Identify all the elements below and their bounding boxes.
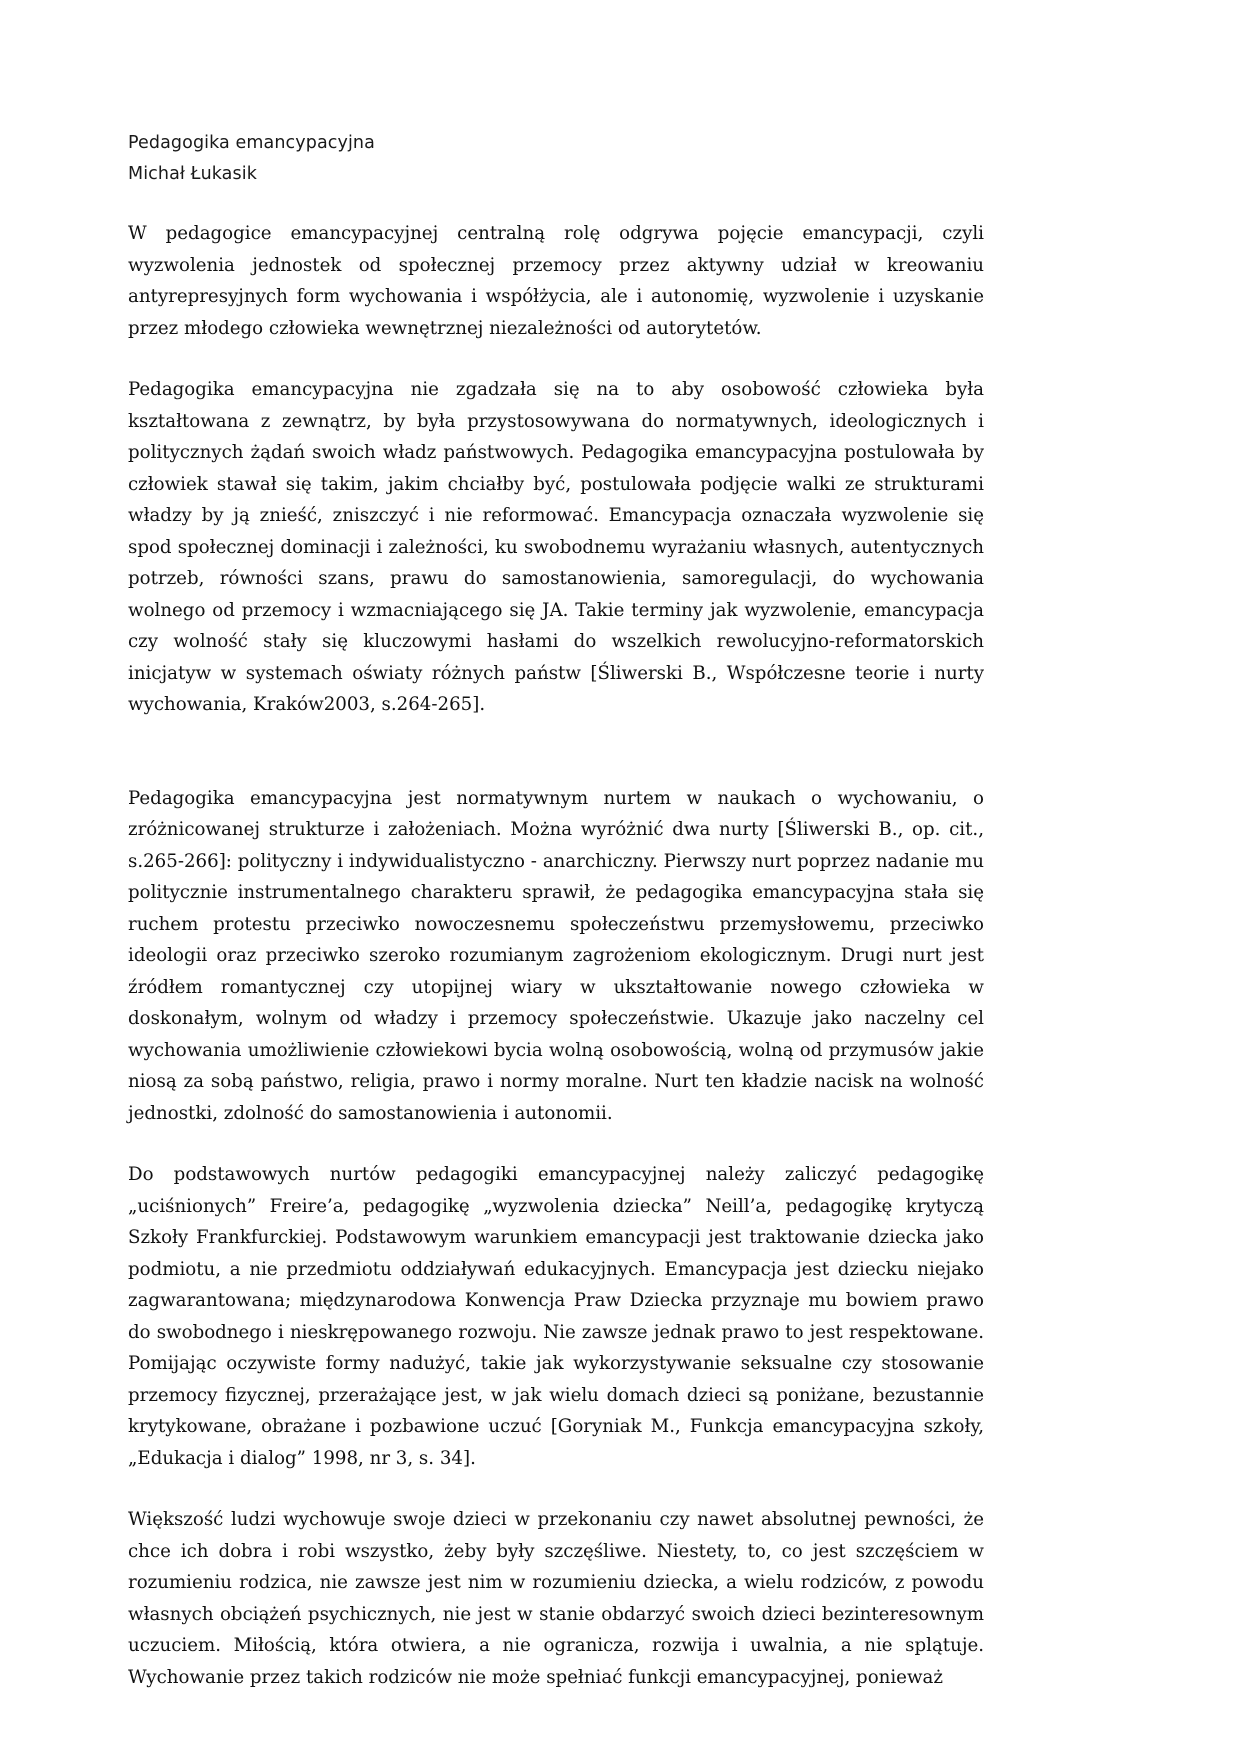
spacer bbox=[128, 1129, 984, 1159]
document-author: Michał Łukasik bbox=[128, 164, 257, 184]
paragraph-5: Większość ludzi wychowuje swoje dzieci w przekonaniu czy nawet absolutnej pewności, że chce ich dobra i robi wszystko, żeby były szczęśliwe. Niestety, to, co jest szczęściem w rozumieniu rodzica, nie zawsze jest nim w rozumieniu dziecka, a wielu rodziców, z powodu własnych obciążeń psychicznych, nie jest w stanie obdarzyć swoich dzieci bezinteresownym uczuciem. Miłością, która otwiera, a nie ogranicza, rozwija i uwalnia, a nie splątuje. Wychowanie przez takich rodziców nie może spełniać funkcji emancypacyjnej, ponieważ bbox=[128, 1509, 984, 1688]
spacer bbox=[128, 1474, 984, 1504]
paragraph-4: Do podstawowych nurtów pedagogiki emancypacyjnej należy zaliczyć pedagogikę „uciśnionych” Freire’a, pedagogikę „wyzwolenia dziecka” Neill’a, pedagogikę krytyczą Szkoły Frankfurckiej. Podstawowym warunkiem emancypacji jest traktowanie dziecka jako podmiotu, a nie przedmiotu oddziaływań edukacyjnych. Emancypacja jest dziecku niejako zagwarantowana; międzynarodowa Konwencja Praw Dziecka przyznaje mu bowiem prawo do swobodnego i nieskrępowanego rozwoju. Nie zawsze jednak prawo to jest respektowane. Pomijając oczywiste formy nadużyć, takie jak wykorzystywanie seksualne czy stosowanie przemocy fizycznej, przerażające jest, w jak wielu domach dzieci są poniżane, bezustannie krytykowane, obrażane i pozbawione uczuć [Goryniak M., Funkcja emancypacyjna szkoły, „Edukacja i dialog” 1998, nr 3, s. 34]. bbox=[128, 1164, 984, 1469]
spacer bbox=[128, 344, 984, 374]
paragraph-1: W pedagogice emancypacyjnej centralną rolę odgrywa pojęcie emancypacji, czyli wyzwolenia jednostek od społecznej przemocy przez aktywny udział w kreowaniu antyrepresyjnych form wychowania i współżycia, ale i autonomię, wyzwolenie i uzyskanie przez młodego człowieka wewnętrznej niezależności od autorytetów. bbox=[128, 223, 984, 339]
spacer bbox=[128, 721, 984, 783]
document-content bbox=[128, 128, 984, 1693]
paragraph-2: Pedagogika emancypacyjna nie zgadzała się na to aby osobowość człowieka była kształtowana z zewnątrz, by była przystosowywana do normatywnych, ideologicznych i politycznych żądań swoich władz państwowych. Pedagogika emancypacyjna postulowała by człowiek stawał się takim, jakim chciałby być, postulowała podjęcie walki ze strukturami władzy by ją znieść, zniszczyć i nie reformować. Emancypacja oznaczała wyzwolenie się spod społecznej dominacji i zależności, ku swobodnemu wyrażaniu własnych, autentycznych potrzeb, równości szans, prawu do samostanowienia, samoregulacji, do wychowania wolnego od przemocy i wzmacniającego się JA. Takie terminy jak wyzwolenie, emancypacja czy wolność stały się kluczowymi hasłami do wszelkich rewolucyjno-reformatorskich inicjatyw w systemach oświaty różnych państw [Śliwerski B., Współczesne teorie i nurty wychowania, Kraków2003, s.264-265]. bbox=[128, 379, 984, 715]
document-title: Pedagogika emancypacyjna bbox=[128, 133, 375, 153]
paragraph-3: Pedagogika emancypacyjna jest normatywnym nurtem w naukach o wychowaniu, o zróżnicowanej strukturze i założeniach. Można wyróżnić dwa nurty [Śliwerski B., op. cit., s.265-266]: polityczny i indywidualistyczno - anarchiczny. Pierwszy nurt poprzez nadanie mu politycznie instrumentalnego charakteru sprawił, że pedagogika emancypacyjna stała się ruchem protestu przeciwko nowoczesnemu społeczeństwu przemysłowemu, przeciwko ideologii oraz przeciwko szeroko rozumianym zagrożeniom ekologicznym. Drugi nurt jest źródłem romantycznej czy utopijnej wiary w ukształtowanie nowego człowieka w doskonałym, wolnym od władzy i przemocy społeczeństwie. Ukazuje jako naczelny cel wychowania umożliwienie człowiekowi bycia wolną osobowością, wolną od przymusów jakie niosą za sobą państwo, religia, prawo i normy moralne. Nurt ten kładzie nacisk na wolność jednostki, zdolność do samostanowienia i autonomii. bbox=[128, 787, 984, 1124]
spacer bbox=[128, 190, 984, 218]
